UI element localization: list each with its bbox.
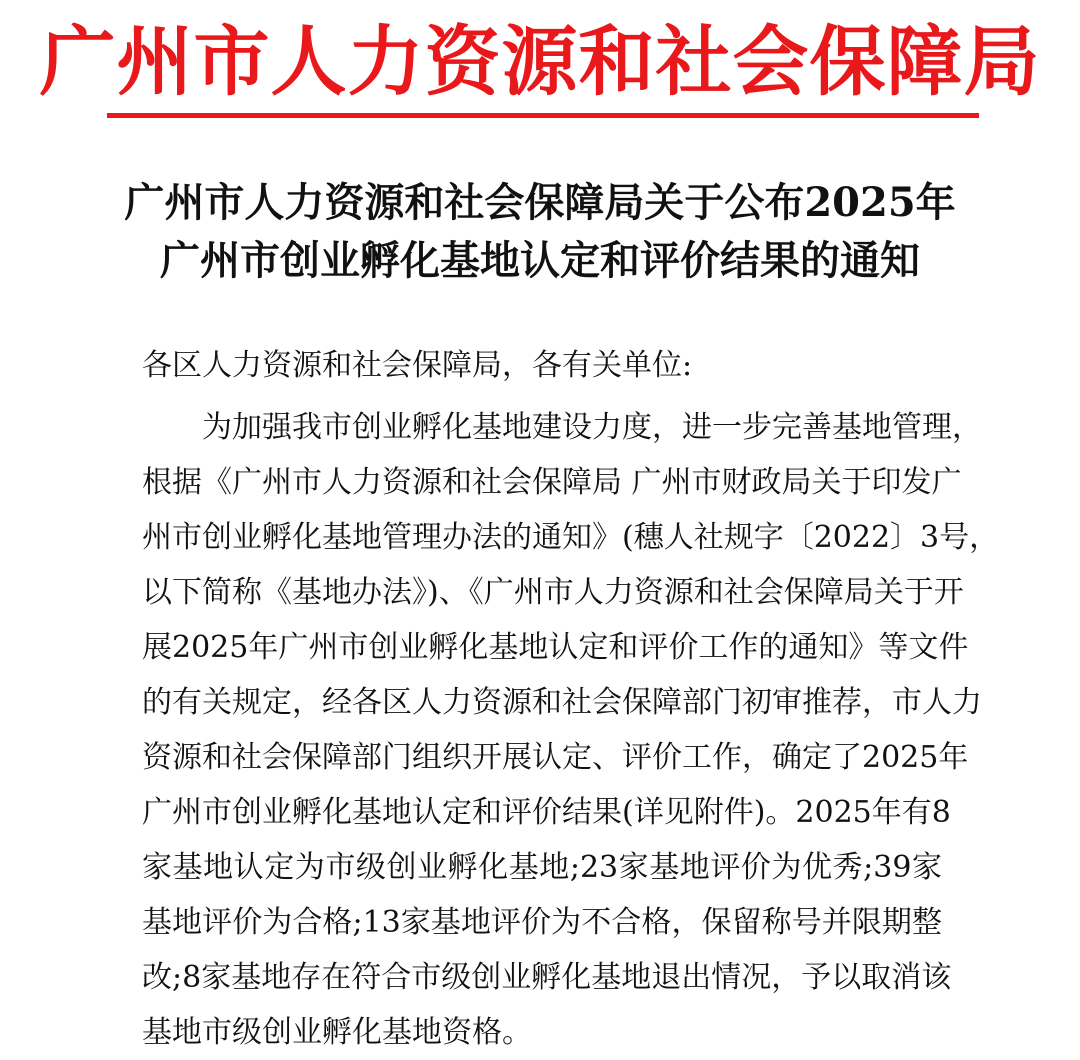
body-line: 广州市创业孵化基地认定和评价结果(详见附件)。2025年有8	[142, 795, 951, 830]
body-line: 州市创业孵化基地管理办法的通知》(穗人社规字〔2022〕3号，	[142, 520, 1000, 555]
body-line: 为加强我市创业孵化基地建设力度，进一步完善基地管理，	[202, 410, 982, 445]
document-title	[0, 174, 1080, 290]
body-line: 基地评价为合格;13家基地评价为不合格，保留称号并限期整	[142, 905, 942, 940]
body-line: 展2025年广州市创业孵化基地认定和评价工作的通知》等文件	[142, 630, 969, 665]
body-line: 基地市级创业孵化基地资格。	[142, 1015, 532, 1050]
body-line: 资源和社会保障部门组织开展认定、评价工作，确定了2025年	[142, 740, 969, 775]
body-line: 根据《广州市人力资源和社会保障局 广州市财政局关于印发广	[142, 465, 962, 500]
document-title-line-2: 广州市创业孵化基地认定和评价结果的通知	[160, 237, 920, 284]
organization-header: 广州市人力资源和社会保障局	[39, 17, 1041, 106]
red-divider-line	[107, 113, 979, 118]
salutation: 各区人力资源和社会保障局，各有关单位:	[142, 348, 693, 383]
body-line: 改;8家基地存在符合市级创业孵化基地退出情况，予以取消该	[142, 960, 952, 995]
body-line: 以下简称《基地办法》)、《广州市人力资源和社会保障局关于开	[142, 575, 964, 610]
body-line: 家基地认定为市级创业孵化基地;23家基地评价为优秀;39家	[142, 850, 942, 885]
document-title-line-1: 广州市人力资源和社会保障局关于公布2025年	[124, 179, 956, 226]
body-line: 的有关规定，经各区人力资源和社会保障部门初审推荐，市人力	[142, 685, 982, 720]
body-paragraph	[142, 400, 1000, 1060]
